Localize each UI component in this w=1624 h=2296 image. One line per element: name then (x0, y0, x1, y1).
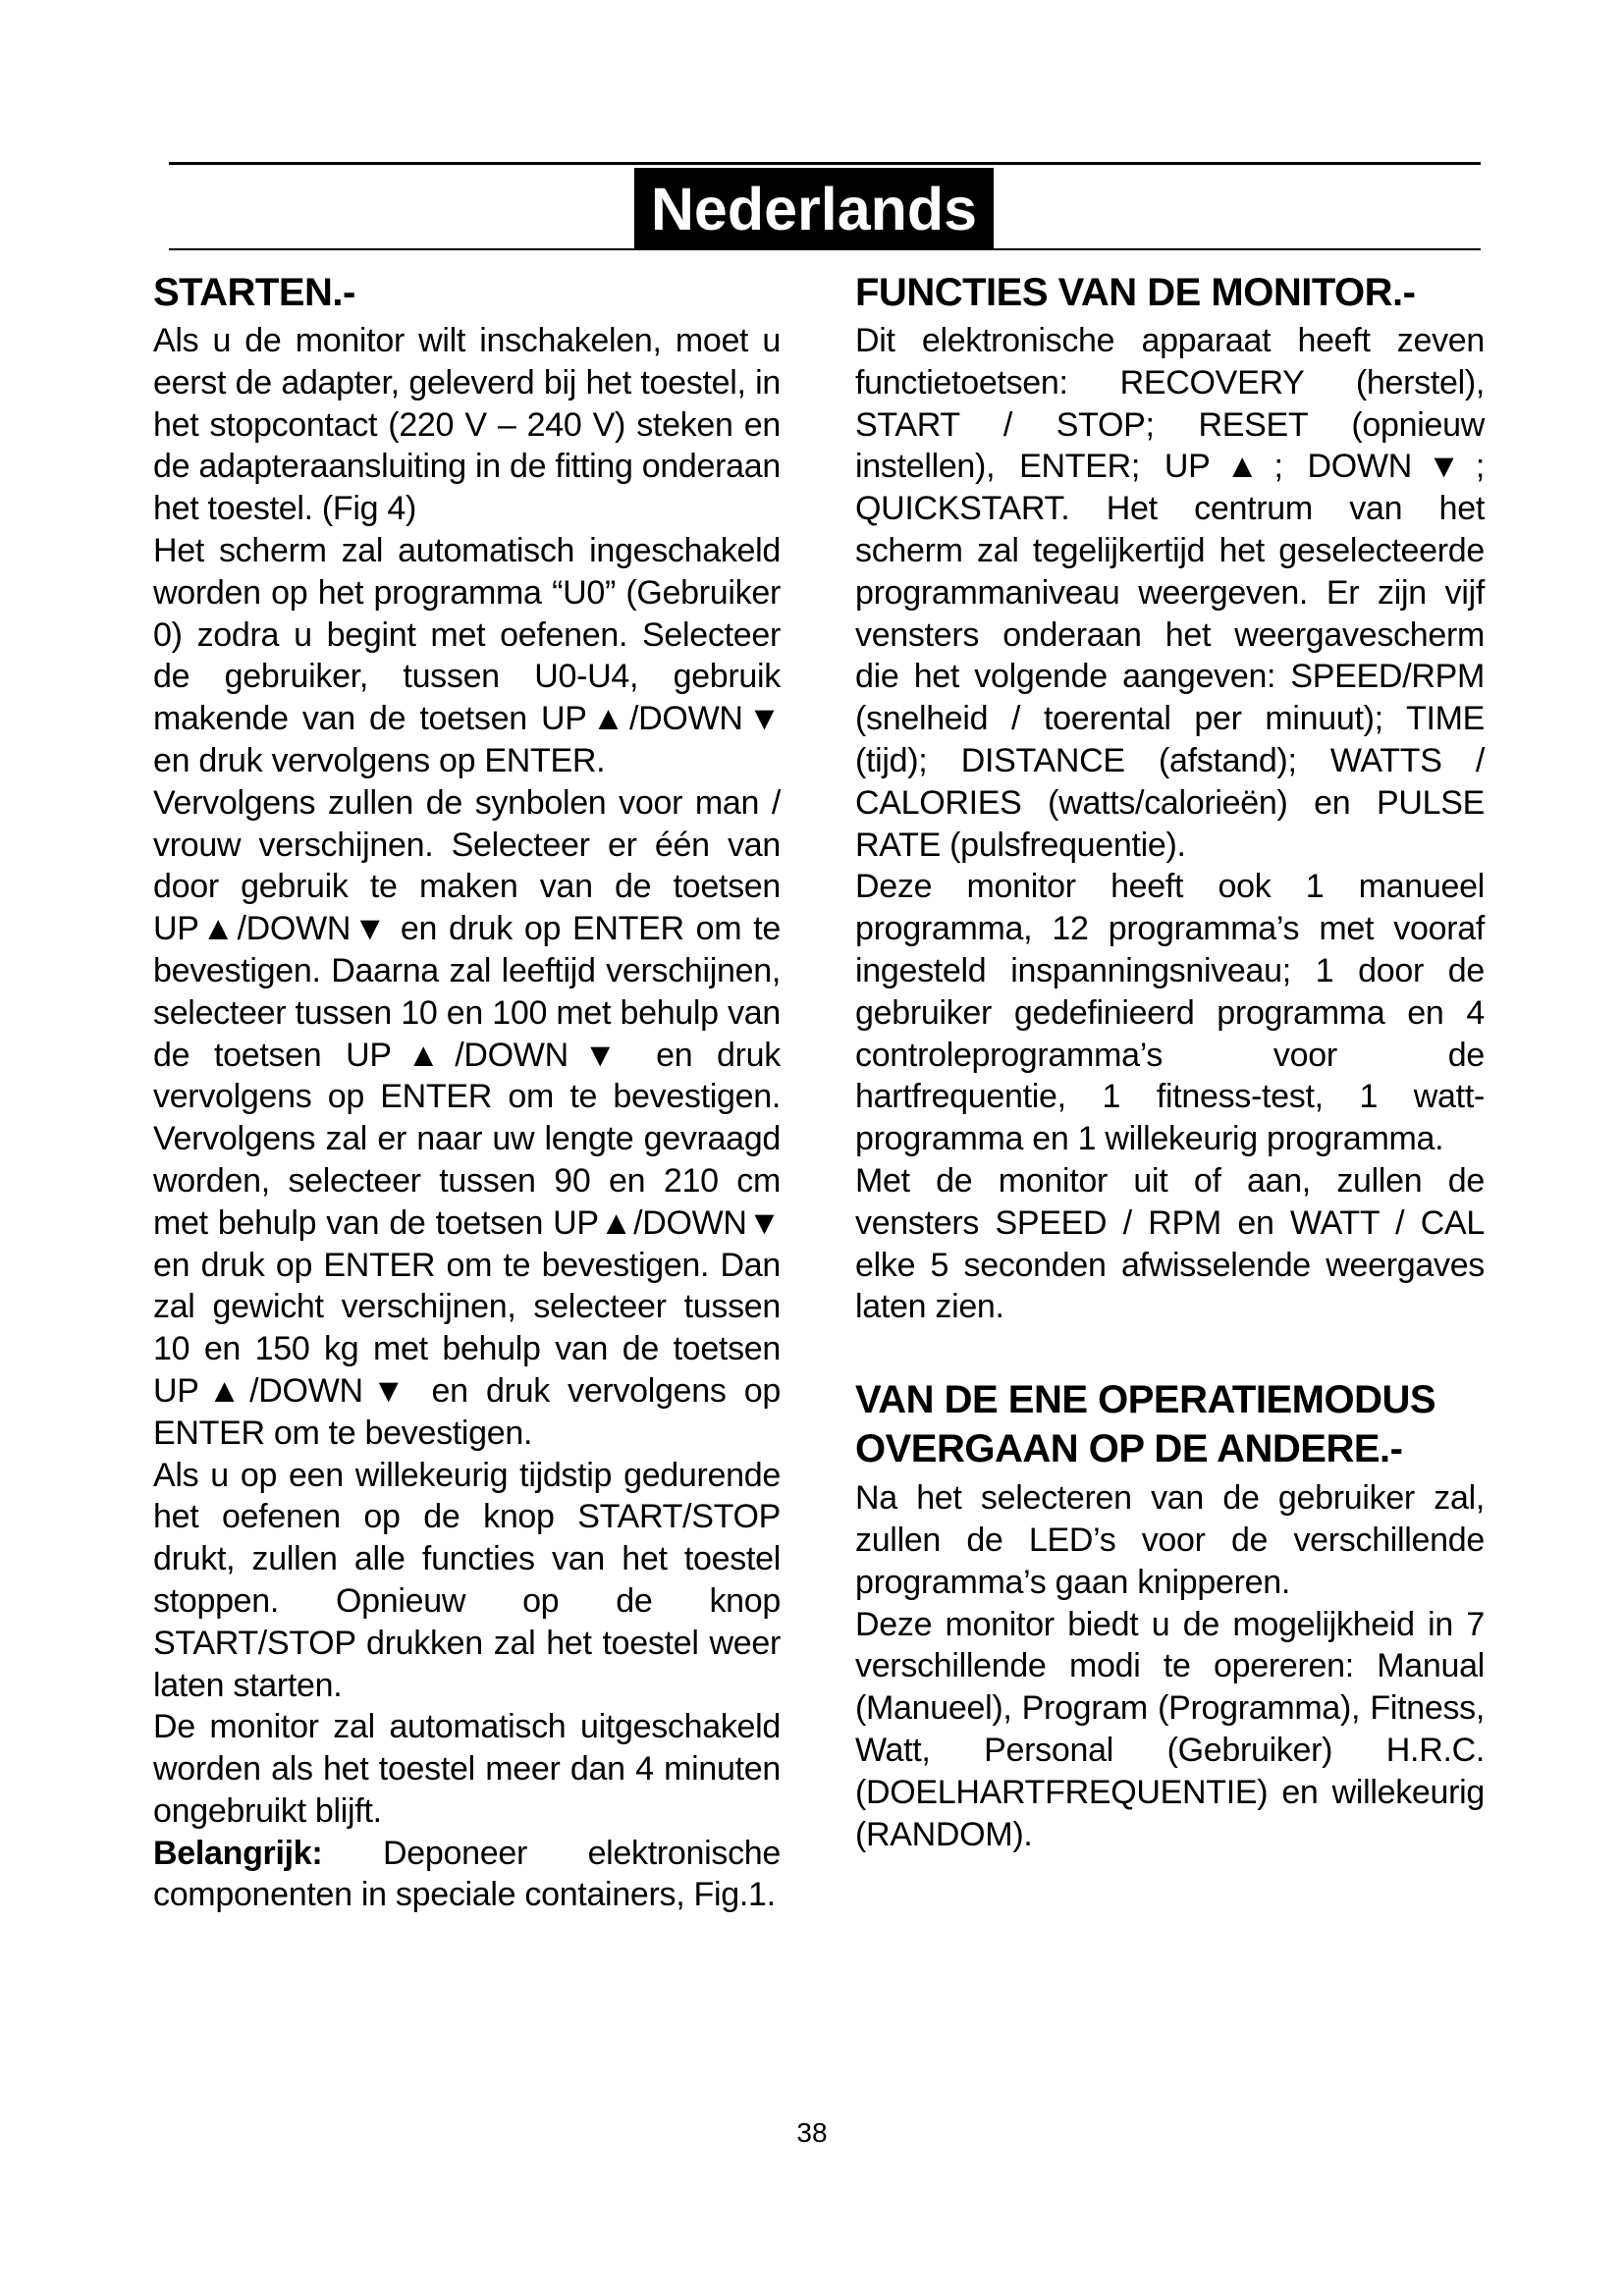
paragraph: Dit elektronische apparaat heeft zeven functietoetsen: RECOVERY (herstel), START / STOP; RESET (opnieuw instellen), ENTER; UP▲; DOWN▼; QUICKSTART. Het centrum van het scherm zal tegelijkertijd het geselecteerde programmaniveau weergeven. Er zijn vijf vensters onderaan het weergavescherm die het volgende aangeven: SPEED/RPM (snelheid / toerental per minuut); TIME (tijd); DISTANCE (afstand); WATTS / CALORIES (watts/calorieën) en PULSE RATE (pulsfrequentie). (855, 322, 1485, 864)
page-number: 38 (796, 2117, 828, 2148)
paragraph: Deze monitor heeft ook 1 manueel programma, 12 programma’s met vooraf ingesteld inspanningsniveau; 1 door de gebruiker gedefinieerd programma en 4 controleprogramma’s voor de hartfrequentie, 1 fitness-test, 1 watt-programma en 1 willekeurig programma. (855, 868, 1485, 1158)
right-column (855, 269, 1485, 1855)
paragraph: Deze monitor biedt u de mogelijkheid in 7 verschillende modi te opereren: Manual (Manueel), Program (Programma), Fitness, Watt, Personal (Gebruiker) H.R.C. (DOELHARTFREQUENTIE) en willekeurig (RANDOM). (855, 1605, 1485, 1853)
important-label: Belangrijk: (153, 1834, 323, 1872)
section-heading-functies: FUNCTIES VAN DE MONITOR.- (855, 271, 1416, 314)
left-column (153, 269, 781, 1916)
paragraph: Na het selecteren van de gebruiker zal, zullen de LED’s voor de verschillende programma’s gaan knipperen. (855, 1479, 1485, 1601)
paragraph: Vervolgens zullen de synbolen voor man / vrouw verschijnen. Selecteer er één van door gebruik te maken van de toetsen UP▲/DOWN▼ en druk op ENTER om te bevestigen. Daarna zal leeftijd verschijnen, selecteer tussen 10 en 100 met behulp van de toetsen UP▲/DOWN▼ en druk vervolgens op ENTER om te bevestigen. Vervolgens zal er naar uw lengte gevraagd worden, selecteer tussen 90 en 210 cm met behulp van de toetsen UP▲/DOWN▼ en druk op ENTER om te bevestigen. Dan zal gewicht verschijnen, selecteer tussen 10 en 150 kg met behulp van de toetsen UP▲/DOWN▼ en druk vervolgens op ENTER om te bevestigen. (153, 783, 781, 1452)
header-rule-bottom (169, 248, 1481, 250)
section-heading-operatiemodus (855, 1375, 1485, 1473)
header-rule-top (169, 162, 1481, 165)
important-text: Deponeer elektronische componenten in speciale containers, Fig.1. (153, 1834, 781, 1914)
paragraph: Met de monitor uit of aan, zullen de vensters SPEED / RPM en WATT / CAL elke 5 seconden afwisselende weergaves laten zien. (855, 1161, 1485, 1326)
paragraph: Het scherm zal automatisch ingeschakeld worden op het programma “U0” (Gebruiker 0) zodra u begint met oefenen. Selecteer de gebruiker, tussen U0-U4, gebruik makende van de toetsen UP▲/DOWN▼ en druk vervolgens op ENTER. (153, 531, 781, 779)
paragraph: Als u op een willekeurig tijdstip gedurende het oefenen op de knop START/STOP drukt, zullen alle functies van het toestel stoppen. Opnieuw op de knop START/STOP drukken zal het toestel weer laten starten. (153, 1456, 781, 1704)
section-heading-starten: STARTEN.- (153, 271, 355, 314)
heading-line: OVERGAAN OP DE ANDERE.- (855, 1427, 1403, 1471)
heading-line: VAN DE ENE OPERATIEMODUS (855, 1378, 1436, 1422)
paragraph: De monitor zal automatisch uitgeschakeld worden als het toestel meer dan 4 minuten ongebruikt blijft. (153, 1708, 781, 1830)
important-note (153, 1833, 781, 1917)
language-title: Nederlands (634, 168, 994, 249)
paragraph: Als u de monitor wilt inschakelen, moet u eerst de adapter, geleverd bij het toestel, in het stopcontact (220 V – 240 V) steken en de adapteraansluiting in de fitting onderaan het toestel. (Fig 4) (153, 322, 781, 528)
